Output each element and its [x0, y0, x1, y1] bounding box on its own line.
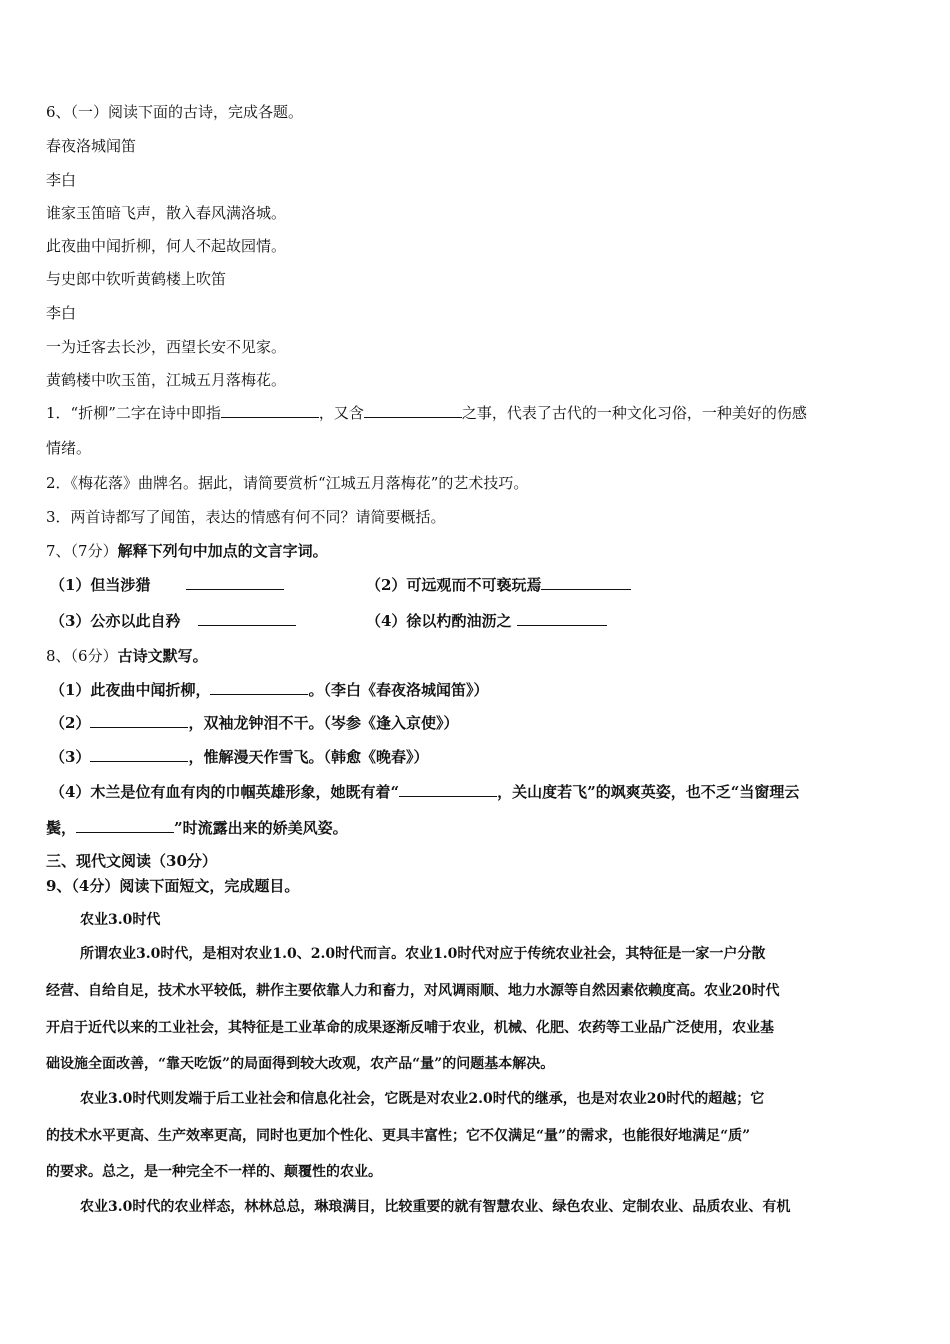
- q8-line2-a: （2）: [50, 714, 91, 732]
- q8-line4-c: 鬓，: [46, 819, 77, 837]
- q7-item1-text: （1）但当涉猎: [50, 576, 151, 594]
- q7-prefix: 7、（7分）: [46, 542, 118, 560]
- poem2-line2: 黄鹤楼中吹玉笛，江城五月落梅花。: [46, 371, 287, 389]
- q8-line2-b: ，双袖龙钟泪不干。（岑参《逢入京使》）: [188, 714, 459, 732]
- para1-line2: 经营、自给自足，技术水平较低，耕作主要依靠人力和畜力，对风调雨顺、地力水源等自然因素依赖度高。农业20时代: [46, 983, 780, 999]
- q8-line4-d: ”时流露出来的娇美风姿。: [174, 819, 348, 837]
- answer-blank[interactable]: [541, 574, 631, 590]
- q6-sub1-text-a: 1．“折柳”二字在诗中即指: [46, 404, 221, 422]
- section3-heading: 三、现代文阅读（30分）: [46, 852, 217, 870]
- q8-line2: [50, 712, 458, 733]
- q8-line3: [50, 746, 428, 767]
- q8-prefix: 8、（6分）: [46, 647, 118, 665]
- poem1-line1: 谁家玉笛暗飞声，散入春风满洛城。: [46, 204, 287, 222]
- q7-item2: [366, 574, 631, 595]
- answer-blank[interactable]: [186, 574, 284, 590]
- q7-item3-text: （3）公亦以此自矜: [50, 612, 181, 630]
- q8-prompt: 古诗文默写。: [117, 647, 208, 665]
- q9-header: 9、（4分）阅读下面短文，完成题目。: [46, 877, 300, 895]
- q7-header: [46, 541, 328, 561]
- answer-blank[interactable]: [221, 402, 319, 418]
- q8-line3-a: （3）: [50, 748, 91, 766]
- answer-blank[interactable]: [210, 679, 308, 695]
- q6-sub3: 3．两首诗都写了闻笛，表达的情感有何不同？请简要概括。: [46, 508, 446, 526]
- para2-line1: 农业3.0时代则发端于后工业社会和信息化社会，它既是对农业2.0时代的继承，也是对农业20时代的超越；它: [80, 1091, 765, 1107]
- answer-blank[interactable]: [517, 610, 607, 626]
- q6-sub1: [46, 402, 807, 423]
- para1-line1: 所谓农业3.0时代，是相对农业1.0、2.0时代而言。农业1.0时代对应于传统农业社会，其特征是一家一户分散: [80, 946, 766, 962]
- q6-sub1-text-b: ，又含: [318, 404, 364, 422]
- para2-line2: 的技术水平更高、生产效率更高，同时也更加个性化、更具丰富性；它不仅满足“量”的需求，也能很好地满足“质”: [46, 1128, 751, 1144]
- answer-blank[interactable]: [364, 402, 462, 418]
- q7-item2-text: （2）可远观而不可亵玩焉: [366, 576, 542, 594]
- para2-line3: 的要求。总之，是一种完全不一样的、颠覆性的农业。: [46, 1164, 382, 1180]
- q7-item1: [50, 574, 284, 595]
- q7-item4: [366, 610, 607, 631]
- q7-item3: [50, 610, 296, 631]
- poem2-title: 与史郎中钦听黄鹤楼上吹笛: [46, 270, 227, 288]
- para1-line4: 础设施全面改善，“靠天吃饭”的局面得到较大改观，农产品“量”的问题基本解决。: [46, 1056, 555, 1072]
- poem2-author: 李白: [46, 304, 77, 322]
- q7-prompt: 解释下列句中加点的文言字词。: [117, 542, 328, 560]
- poem1-author: 李白: [46, 171, 77, 189]
- q8-line4-cont: [46, 817, 348, 838]
- article-title: 农业3.0时代: [80, 912, 161, 928]
- para3-line1: 农业3.0时代的农业样态，林林总总，琳琅满目，比较重要的就有智慧农业、绿色农业、定制农业、品质农业、有机: [80, 1199, 791, 1215]
- q8-line4: [50, 781, 799, 802]
- q8-header: [46, 646, 208, 666]
- q7-item4-text: （4）徐以杓酌油沥之: [366, 612, 512, 630]
- answer-blank[interactable]: [198, 610, 296, 626]
- answer-blank[interactable]: [399, 781, 497, 797]
- para1-line3: 开启于近代以来的工业社会，其特征是工业革命的成果逐渐反哺于农业，机械、化肥、农药等工业品广泛使用，农业基: [46, 1020, 774, 1036]
- answer-blank[interactable]: [76, 817, 174, 833]
- q6-sub2: 2．《梅花落》曲牌名。据此，请简要赏析“江城五月落梅花”的艺术技巧。: [46, 474, 529, 492]
- q8-line1-a: （1）此夜曲中闻折柳，: [50, 681, 211, 699]
- q8-line4-a: （4）木兰是位有血有肉的巾帼英雄形象，她既有着“: [50, 783, 400, 801]
- answer-blank[interactable]: [90, 746, 188, 762]
- q8-line3-b: ，惟解漫天作雪飞。（韩愈《晚春》）: [188, 748, 429, 766]
- q8-line1: [50, 679, 488, 700]
- q6-sub1-text-c: 之事，代表了古代的一种文化习俗，一种美好的伤感: [461, 404, 807, 422]
- poem2-line1: 一为迁客去长沙，西望长安不见家。: [46, 338, 287, 356]
- q8-line1-b: 。（李白《春夜洛城闻笛》）: [308, 681, 489, 699]
- poem1-line2: 此夜曲中闻折柳，何人不起故园情。: [46, 237, 287, 255]
- q6-sub1-cont: 情绪。: [46, 439, 92, 457]
- q8-line4-b: ，关山度若飞”的飒爽英姿，也不乏“当窗理云: [497, 783, 800, 801]
- q6-header: 6、（一）阅读下面的古诗，完成各题。: [46, 103, 304, 121]
- answer-blank[interactable]: [90, 712, 188, 728]
- poem1-title: 春夜洛城闻笛: [46, 137, 137, 155]
